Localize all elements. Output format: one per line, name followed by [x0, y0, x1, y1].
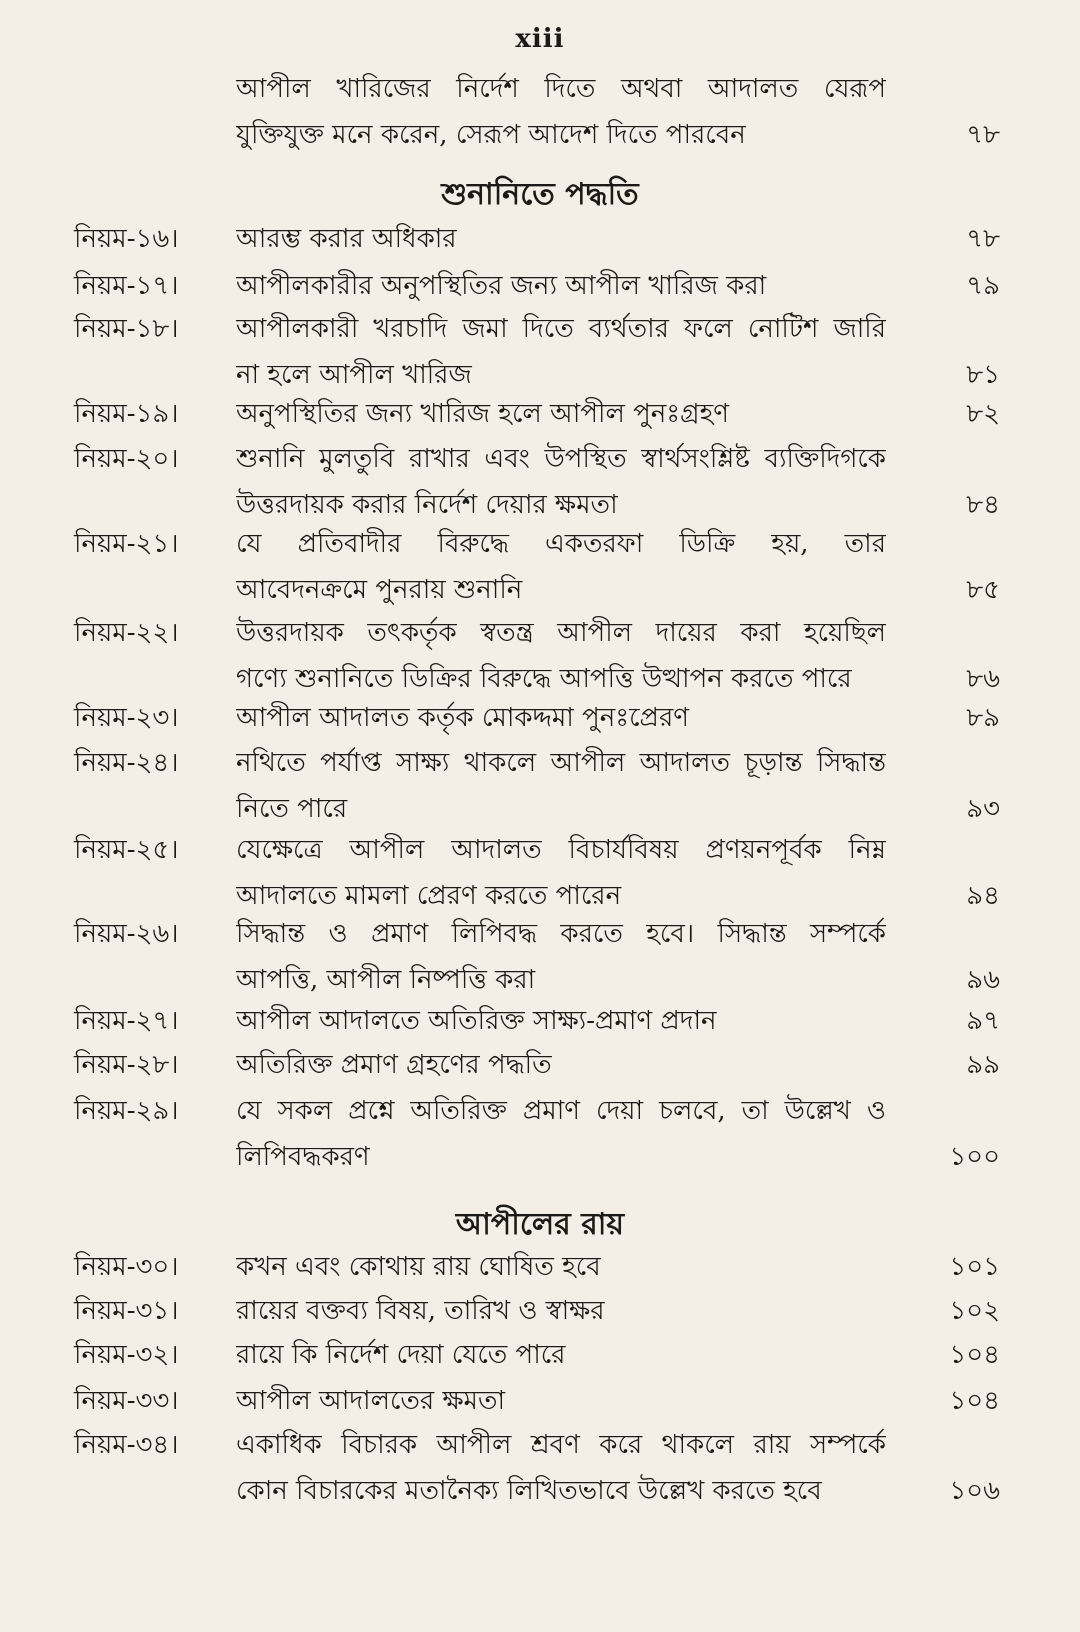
page-reference: ৮৯: [966, 703, 1000, 733]
entry-title-line: রায়ে কি নির্দেশ দেয়া যেতে পারে: [236, 1340, 566, 1370]
entry-title-line: যুক্তিযুক্ত মনে করেন, সেরূপ আদেশ দিতে পারবেন: [236, 120, 746, 150]
entry-title-line: আপীল আদালত কর্তৃক মোকদ্দমা পুনঃপ্রেরণ: [236, 703, 689, 733]
page-reference: ১০৪: [949, 1340, 1000, 1370]
page-reference: ৯৬: [966, 965, 1000, 995]
entry-title-line: সিদ্ধান্ত ও প্রমাণ লিপিবদ্ধ করতে হবে। সিদ্ধান্ত সম্পর্কে: [236, 919, 886, 949]
page-reference: ১০৬: [949, 1476, 1000, 1506]
page-reference: ৯৩: [966, 794, 1000, 824]
rule-number: নিয়ম-২৫।: [74, 835, 179, 865]
section-heading: শুনানিতে পদ্ধতি: [441, 177, 639, 212]
page-reference: ৮৪: [966, 490, 1000, 520]
rule-number: নিয়ম-২৩।: [74, 703, 179, 733]
page-reference: ১০২: [949, 1296, 1000, 1326]
entry-title-line: আপীল আদালতের ক্ষমতা: [236, 1386, 506, 1416]
entry-title-line: আপীল আদালতে অতিরিক্ত সাক্ষ্য-প্রমাণ প্রদান: [236, 1006, 717, 1036]
entry-title-line: নিতে পারে: [236, 794, 348, 824]
page-reference: ৮৫: [966, 575, 1000, 605]
rule-number: নিয়ম-১৭।: [74, 271, 179, 301]
entry-title-line: লিপিবদ্ধকরণ: [236, 1142, 370, 1172]
rule-number: নিয়ম-২২।: [74, 618, 179, 648]
entry-title-line: অতিরিক্ত প্রমাণ গ্রহণের পদ্ধতি: [236, 1050, 552, 1080]
entry-title-line: উত্তরদায়ক করার নির্দেশ দেয়ার ক্ষমতা: [236, 490, 618, 520]
entry-title-line: যেক্ষেত্রে আপীল আদালত বিচার্যবিষয় প্রণয়নপূর্বক নিম্ন: [236, 835, 886, 865]
entry-title-line: আপীলকারীর অনুপস্থিতির জন্য আপীল খারিজ করা: [236, 271, 767, 301]
page-reference: ৯৯: [966, 1050, 1000, 1080]
page-reference: ১০১: [949, 1252, 1000, 1282]
rule-number: নিয়ম-২৬।: [74, 919, 179, 949]
entry-title-line: আবেদনক্রমে পুনরায় শুনানি: [236, 575, 523, 605]
entry-title-line: আপীলকারী খরচাদি জমা দিতে ব্যর্থতার ফলে নোটিশ জারি: [236, 314, 886, 344]
entry-title-line: কোন বিচারকের মতানৈক্য লিখিতভাবে উল্লেখ করতে হবে: [236, 1476, 822, 1506]
page-reference: ১০০: [949, 1142, 1000, 1172]
rule-number: নিয়ম-২০।: [74, 444, 179, 474]
entry-title-line: অনুপস্থিতির জন্য খারিজ হলে আপীল পুনঃগ্রহণ: [236, 399, 729, 429]
rule-number: নিয়ম-৩৪।: [74, 1430, 179, 1460]
section-heading: আপীলের রায়: [455, 1207, 625, 1242]
page-reference: ৭৯: [966, 271, 1000, 301]
page-reference: ১০৪: [949, 1386, 1000, 1416]
rule-number: নিয়ম-১৮।: [74, 314, 179, 344]
page-reference: ৮২: [966, 399, 1000, 429]
rule-number: নিয়ম-১৯।: [74, 399, 179, 429]
rule-number: নিয়ম-৩০।: [74, 1252, 179, 1282]
rule-number: নিয়ম-২৯।: [74, 1096, 179, 1126]
rule-number: নিয়ম-৩৩।: [74, 1386, 179, 1416]
entry-title-line: একাধিক বিচারক আপীল শ্রবণ করে থাকলে রায় সম্পর্কে: [236, 1430, 886, 1460]
page-reference: ৮৬: [966, 664, 1000, 694]
page-reference: ৯৪: [966, 881, 1000, 911]
rule-number: নিয়ম-২৪।: [74, 748, 179, 778]
rule-number: নিয়ম-৩১।: [74, 1296, 179, 1326]
entry-title-line: উত্তরদায়ক তৎকর্তৃক স্বতন্ত্র আপীল দায়ের করা হয়েছিল: [236, 618, 886, 648]
page-reference: ৭৮: [966, 120, 1000, 150]
rule-number: নিয়ম-২১।: [74, 529, 179, 559]
entry-title-line: গণ্যে শুনানিতে ডিক্রির বিরুদ্ধে আপত্তি উত্থাপন করতে পারে: [236, 664, 852, 694]
rule-number: নিয়ম-৩২।: [74, 1340, 179, 1370]
entry-title-line: যে সকল প্রশ্নে অতিরিক্ত প্রমাণ দেয়া চলবে, তা উল্লেখ ও: [236, 1096, 886, 1126]
page-reference: ৯৭: [966, 1006, 1000, 1036]
entry-title-line: না হলে আপীল খারিজ: [236, 360, 472, 390]
page-number: xiii: [515, 24, 565, 54]
entry-title-line: কখন এবং কোথায় রায় ঘোষিত হবে: [236, 1252, 601, 1282]
rule-number: নিয়ম-১৬।: [74, 224, 179, 254]
rule-number: নিয়ম-২৭।: [74, 1006, 179, 1036]
entry-title-line: আপত্তি, আপীল নিষ্পত্তি করা: [236, 965, 536, 995]
entry-title-line: নথিতে পর্যাপ্ত সাক্ষ্য থাকলে আপীল আদালত চূড়ান্ত সিদ্ধান্ত: [236, 748, 886, 778]
page-reference: ৭৮: [966, 224, 1000, 254]
entry-title-line: আপীল খারিজের নির্দেশ দিতে অথবা আদালত যেরূপ: [236, 74, 886, 104]
entry-title-line: আরম্ভ করার অধিকার: [236, 224, 457, 254]
entry-title-line: যে প্রতিবাদীর বিরুদ্ধে একতরফা ডিক্রি হয়, তার: [236, 529, 886, 559]
rule-number: নিয়ম-২৮।: [74, 1050, 179, 1080]
entry-title-line: শুনানি মুলতুবি রাখার এবং উপস্থিত স্বার্থসংশ্লিষ্ট ব্যক্তিদিগকে: [236, 444, 886, 474]
entry-title-line: রায়ের বক্তব্য বিষয়, তারিখ ও স্বাক্ষর: [236, 1296, 605, 1326]
page-reference: ৮১: [966, 360, 1000, 390]
entry-title-line: আদালতে মামলা প্রেরণ করতে পারেন: [236, 881, 622, 911]
